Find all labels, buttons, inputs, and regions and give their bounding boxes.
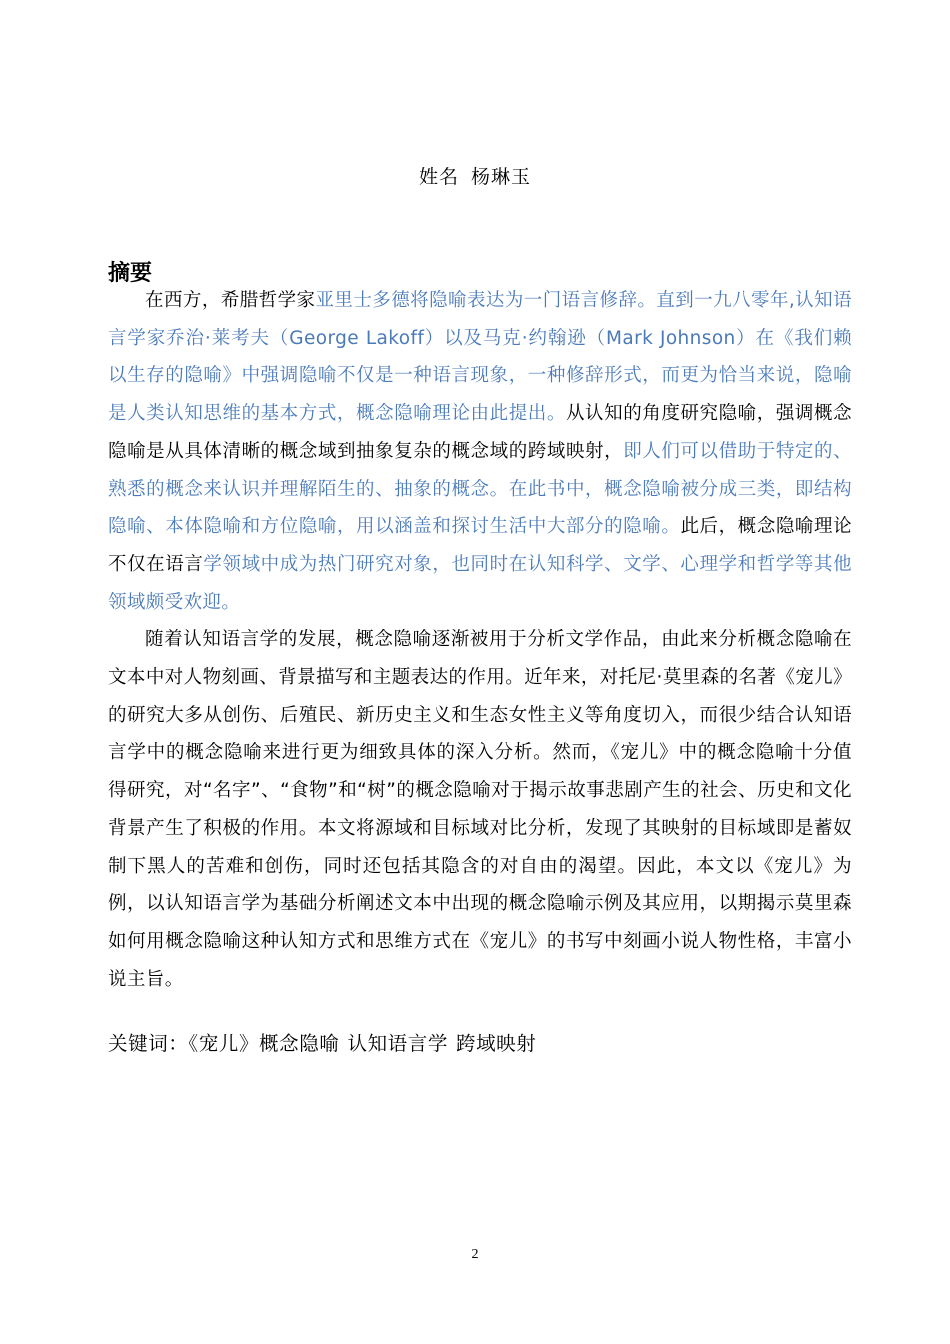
author-label: 姓名 (418, 166, 459, 188)
keyword-item: 《宠儿》概念隐喻 (188, 1032, 340, 1055)
keyword-item: 认知语言学 (347, 1032, 448, 1055)
para1-segment: 从认知的角度研究隐喻，强调概念隐喻是从具体清晰的概念域到抽象复杂的概念域的跨域映射， (108, 403, 852, 462)
para1-segment: 在西方，希腊哲学家 (145, 290, 316, 311)
abstract-paragraph-1 (108, 282, 852, 621)
para1-segment: 此后，概念隐喻理论不仅在语言 (108, 516, 852, 575)
abstract-paragraph-2: 随着认知语言学的发展，概念隐喻逐渐被用于分析文学作品，由此来分析概念隐喻在文本中对人物刻画、背景描写和主题表达的作用。近年来，对托尼·莫里森的名著《宠儿》的研究大多从创伤、后殖民、新历史主义和生态女性主义等角度切入，而很少结合认知语言学中的概念隐喻来进行更为细致具体的深入分析。然而，《宠儿》中的概念隐喻十分值得研究，对“名字”、“食物”和“树”的概念隐喻对于揭示故事悲剧产生的社会、历史和文化背景产生了积极的作用。本文将源域和目标域对比分析，发现了其映射的目标域即是蓄奴制下黑人的苦难和创伤，同时还包括其隐含的对自由的渴望。因此，本文以《宠儿》为例，以认知语言学为基础分析阐述文本中出现的概念隐喻示例及其应用，以期揭示莫里森如何用概念隐喻这种认知方式和思维方式在《宠儿》的书写中刻画小说人物性格，丰富小说主旨。 (108, 629, 852, 990)
para1-segment-highlighted: 即人们可以借助于特定的、熟悉的概念来认识并理解陌生的、抽象的概念。在此书中，概念隐喻被分成三类，即结构隐喻、本体隐喻和方位隐喻，用以涵盖和探讨生活中大部分的隐喻。 (108, 440, 852, 538)
keyword-item: 跨域映射 (455, 1032, 537, 1055)
keywords-line (108, 1028, 544, 1056)
abstract-heading: 摘要 (108, 261, 153, 286)
author-name: 杨琳玉 (471, 166, 532, 188)
para1-segment-highlighted: 亚里士多德将隐喻表达为一门语言修辞。直到一九八零年,认知语言学家乔治·莱考夫（George Lakoff）以及马克·约翰逊（Mark Johnson）在《我们赖以生存的隐喻》中强调隐喻不仅是一种语言现象，一种修辞形式，而更为恰当来说，隐喻是人类认知思维的基本方式，概念隐喻理论由此提出。 (108, 290, 853, 425)
page-number: 2 (471, 1247, 479, 1262)
author-line (0, 162, 950, 189)
abstract-body (108, 282, 852, 998)
keywords-label: 关键词： (108, 1032, 189, 1055)
para1-segment-highlighted: 学领域中成为热门研究对象，也同时在认知科学、文学、心理学和哲学等其他领域颇受欢迎。 (108, 553, 852, 613)
